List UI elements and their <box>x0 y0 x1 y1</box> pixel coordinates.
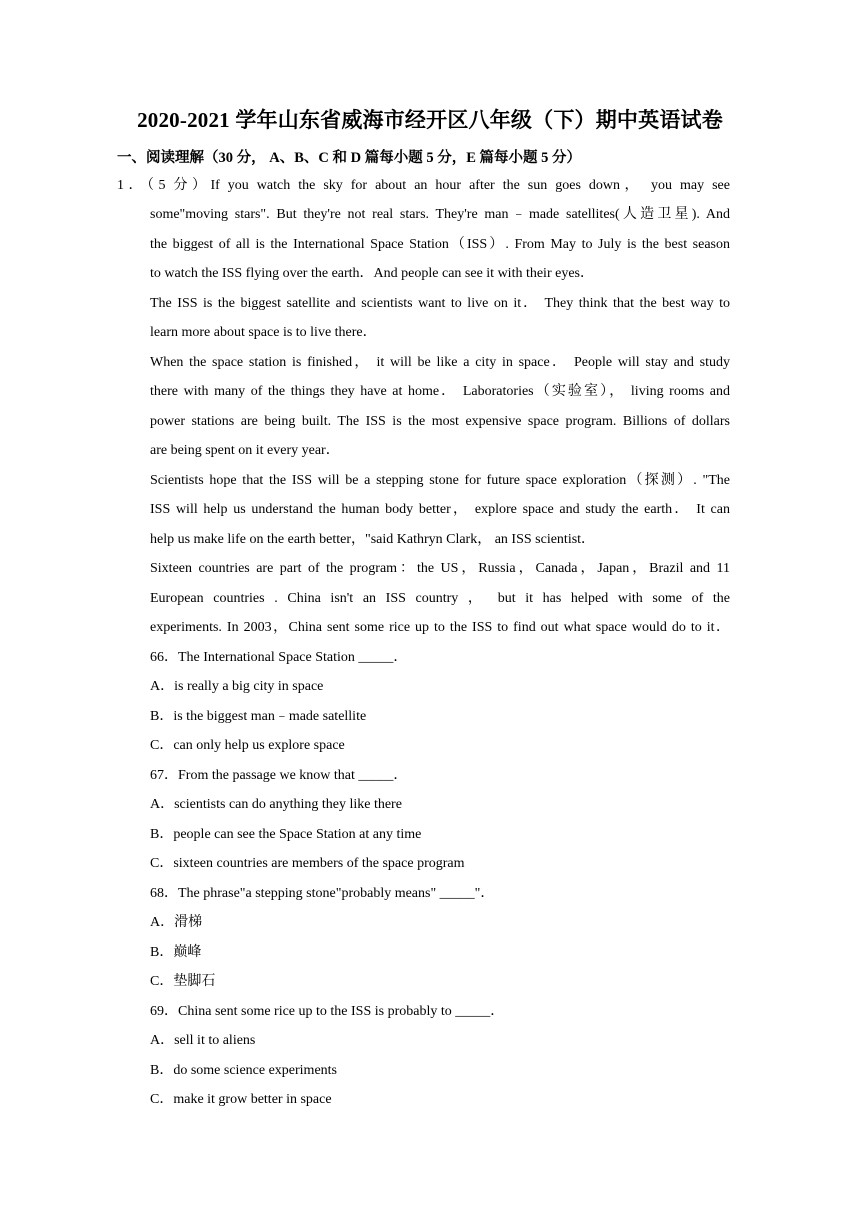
passage-line: Sixteen countries are part of the program：the US，Russia，Canada，Japan，Brazil and 11 <box>150 561 730 576</box>
passage-line: learn more about space is to live there． <box>150 325 377 340</box>
passage-line: ISS will help us understand the human body better， explore space and study the earth． It can <box>150 502 730 517</box>
question-69: 69．China sent some rice up to the ISS is probably to _____． <box>150 1004 505 1019</box>
option-69-a: A．sell it to aliens <box>150 1033 256 1048</box>
option-68-b: B．巅峰 <box>150 945 202 960</box>
passage-line: power stations are being built. The ISS is the most expensive space program. Billions of dollars <box>150 414 730 429</box>
section-heading: 一、阅读理解（30 分， A、B、C 和 D 篇每小题 5 分，E 篇每小题 5 分） <box>117 150 582 166</box>
option-69-b: B．do some science experiments <box>150 1063 338 1078</box>
option-66-a: A．is really a big city in space <box>150 679 324 694</box>
passage-line: 1．（5 分）If you watch the sky for about an hour after the sun goes down， you may see <box>117 178 730 193</box>
question-67: 67．From the passage we know that _____． <box>150 768 408 783</box>
passage-line: are being spent on it every year． <box>150 443 340 458</box>
passage-line: Scientists hope that the ISS will be a stepping stone for future space exploration（探测）. "The <box>150 473 730 488</box>
option-66-c: C．can only help us explore space <box>150 738 345 753</box>
question-68: 68．The phrase"a stepping stone"probably means" _____"． <box>150 886 495 901</box>
option-67-a: A．scientists can do anything they like there <box>150 797 402 812</box>
option-68-a: A．滑梯 <box>150 915 203 930</box>
option-67-b: B．people can see the Space Station at any time <box>150 827 422 842</box>
passage-line: help us make life on the earth better，"said Kathryn Clark， an ISS scientist． <box>150 532 596 547</box>
passage-line: to watch the ISS flying over the earth．And people can see it with their eyes． <box>150 266 594 281</box>
passage-line: When the space station is finished， it will be like a city in space． People will stay and study <box>150 355 730 370</box>
passage-line: some"moving stars". But they're not real stars. They're man﹣made satellites(人造卫星). And <box>150 207 730 222</box>
passage-line: the biggest of all is the International Space Station（ISS）. From May to July is the best season <box>150 237 730 252</box>
passage-line: there with many of the things they have at home． Laboratories（实验室）， living rooms and <box>150 384 730 399</box>
option-69-c: C．make it grow better in space <box>150 1092 332 1107</box>
passage-line: European countries . China isn't an ISS country ， but it has helped with some of the <box>150 591 730 606</box>
option-67-c: C．sixteen countries are members of the space program <box>150 856 465 871</box>
passage-line: experiments. In 2003，China sent some rice up to the ISS to find out what space would do to it． <box>150 620 730 635</box>
question-66: 66．The International Space Station _____． <box>150 650 408 665</box>
exam-title: 2020-2021 学年山东省威海市经开区八年级（下）期中英语试卷 <box>137 108 723 132</box>
option-66-b: B．is the biggest man﹣made satellite <box>150 709 367 724</box>
option-68-c: C．垫脚石 <box>150 974 216 989</box>
passage-line: The ISS is the biggest satellite and scientists want to live on it． They think that the best way to <box>150 296 730 311</box>
